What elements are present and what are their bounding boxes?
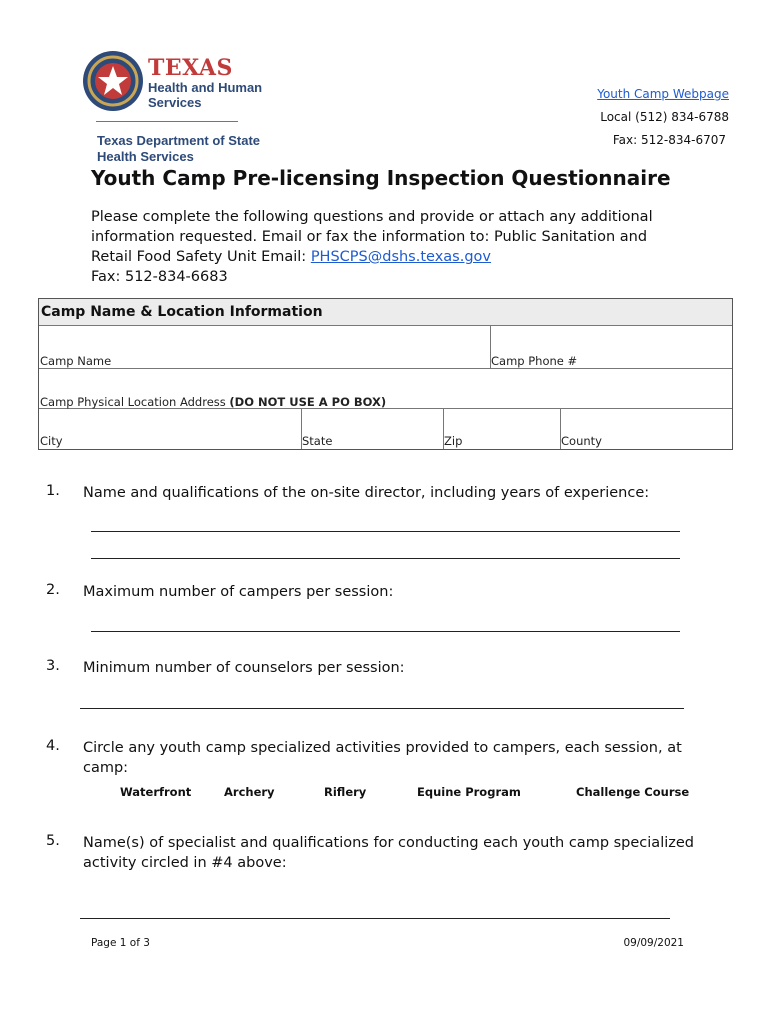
table-heading: [39, 299, 732, 326]
fax-number: Fax: 512-834-6707: [612, 133, 726, 147]
question-2-text: Maximum number of campers per session:: [83, 584, 394, 600]
activity-waterfront[interactable]: Waterfront: [120, 785, 192, 799]
activity-riflery[interactable]: Riflery: [324, 785, 367, 799]
answer-line-2[interactable]: [91, 631, 680, 632]
camp-name-label: Camp Name: [40, 354, 112, 368]
page-title: Youth Camp Pre-licensing Inspection Questionnaire: [91, 166, 671, 190]
address-note: (DO NOT USE A PO BOX): [229, 395, 387, 409]
question-1-text: Name and qualifications of the on-site director, including years of experience:: [83, 485, 650, 501]
answer-line-1a[interactable]: [91, 531, 680, 532]
question-3-text: Minimum number of counselors per session:: [83, 660, 405, 676]
activity-equine-program[interactable]: Equine Program: [417, 785, 521, 799]
question-4-text: Circle any youth camp specialized activities provided to campers, each session, at camp:: [83, 740, 682, 776]
local-phone: Local (512) 834-6788: [600, 110, 729, 124]
state-label: State: [302, 434, 333, 448]
email-link[interactable]: PHSCPS@dshs.texas.gov: [310, 249, 491, 265]
intro-paragraph: [91, 207, 671, 287]
answer-line-5[interactable]: [80, 918, 670, 919]
texas-seal-logo: [82, 50, 144, 112]
question-4-number: 4.: [46, 738, 60, 754]
city-field[interactable]: [39, 409, 301, 449]
logo-divider: [96, 121, 238, 122]
address-label: [40, 395, 386, 409]
table-heading-text: Camp Name & Location Information: [41, 304, 323, 320]
logo-texas-text: TEXAS: [148, 55, 233, 81]
zip-label: Zip: [444, 434, 463, 448]
youth-camp-webpage-link[interactable]: Youth Camp Webpage: [597, 87, 729, 101]
logo-hhs-line2: Services: [148, 95, 202, 110]
answer-line-1b[interactable]: [91, 558, 680, 559]
question-5-text: Name(s) of specialist and qualifications for conducting each youth camp specialized activity circled in #4 above:: [83, 835, 694, 871]
question-2-number: 2.: [46, 582, 60, 598]
logo-dshs-line2: Health Services: [97, 149, 194, 164]
page-number: Page 1 of 3: [91, 937, 150, 949]
question-1-number: 1.: [46, 483, 60, 499]
activity-challenge-course[interactable]: Challenge Course: [576, 785, 690, 799]
logo-dshs-line1: Texas Department of State: [97, 133, 261, 148]
question-3-number: 3.: [46, 658, 60, 674]
county-label: County: [561, 434, 602, 448]
answer-line-3[interactable]: [80, 708, 684, 709]
intro-text: Please complete the following questions and provide or attach any additional information requested. Email or fax the information to: Public Sanitation and Retail Food Safety Unit Email:: [91, 209, 653, 265]
activity-archery[interactable]: Archery: [224, 785, 275, 799]
logo-hhs-line1: Health and Human: [148, 80, 263, 95]
intro-fax: Fax: 512-834-6683: [91, 269, 228, 285]
city-label: City: [40, 434, 63, 448]
question-5-number: 5.: [46, 833, 60, 849]
camp-phone-label: Camp Phone #: [491, 354, 578, 368]
footer-date: 09/09/2021: [623, 937, 684, 949]
address-label-text: Camp Physical Location Address: [40, 395, 230, 409]
